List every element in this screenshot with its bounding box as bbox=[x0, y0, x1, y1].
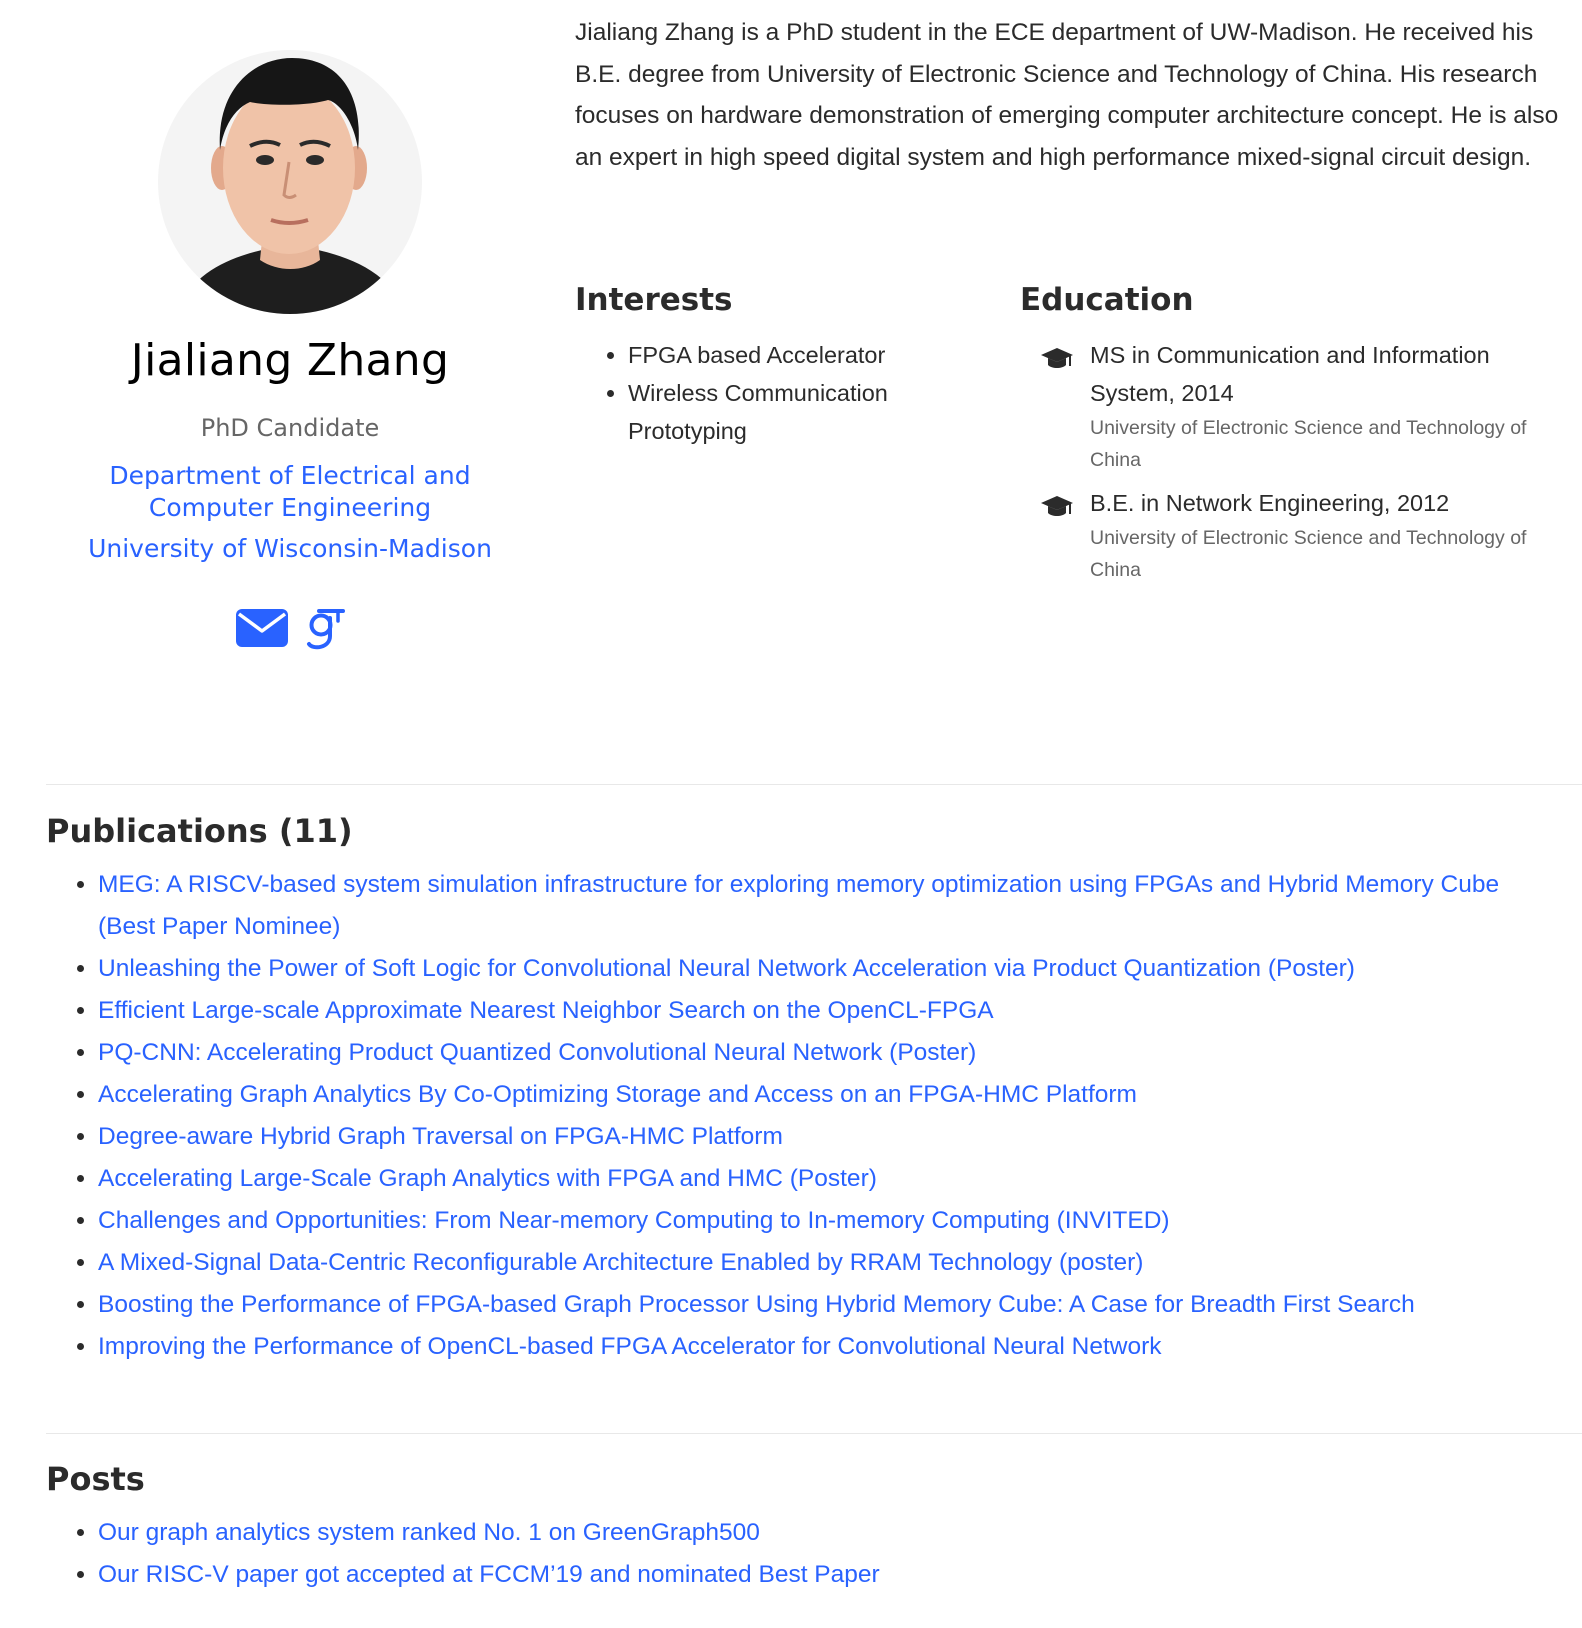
publication-item bbox=[98, 948, 1556, 990]
department-link[interactable]: Department of Electrical and Computer Engineering bbox=[109, 461, 471, 522]
interests-list bbox=[575, 336, 995, 450]
profile-name: Jialiang Zhang bbox=[130, 335, 450, 386]
google-scholar-link[interactable] bbox=[305, 608, 345, 659]
envelope-icon bbox=[235, 608, 289, 648]
posts-heading: Posts bbox=[46, 1460, 145, 1498]
publication-link[interactable]: PQ-CNN: Accelerating Product Quantized Convolutional Neural Network (Poster) bbox=[98, 1039, 977, 1067]
education-item bbox=[1020, 336, 1550, 476]
education-heading: Education bbox=[1020, 282, 1194, 318]
posts-section bbox=[46, 1460, 1556, 1596]
publication-item bbox=[98, 1032, 1556, 1074]
profile-role: PhD Candidate bbox=[200, 414, 380, 442]
education-degree: B.E. in Network Engineering, 2012 bbox=[1090, 490, 1450, 516]
section-divider bbox=[46, 1433, 1582, 1434]
publication-link[interactable]: Accelerating Large-Scale Graph Analytics with FPGA and HMC (Poster) bbox=[98, 1165, 877, 1193]
publication-link[interactable]: Challenges and Opportunities: From Near-memory Computing to In-memory Computing (INVITED) bbox=[98, 1207, 1170, 1235]
publication-link[interactable]: Degree-aware Hybrid Graph Traversal on FPGA-HMC Platform bbox=[98, 1123, 783, 1151]
publication-link[interactable]: Boosting the Performance of FPGA-based Graph Processor Using Hybrid Memory Cube: A Case for Breadth First Search bbox=[98, 1291, 1415, 1319]
interest-item: • Wireless Communication Prototyping bbox=[628, 374, 995, 450]
email-link[interactable] bbox=[235, 608, 289, 659]
interest-item: • FPGA based Accelerator bbox=[628, 336, 995, 374]
publication-item bbox=[98, 1116, 1556, 1158]
publication-item bbox=[98, 1158, 1556, 1200]
section-divider bbox=[46, 784, 1582, 785]
publication-link[interactable]: Efficient Large-scale Approximate Nearest Neighbor Search on the OpenCL-FPGA bbox=[98, 997, 994, 1025]
interests-heading: Interests bbox=[575, 282, 733, 318]
publication-link[interactable]: MEG: A RISCV-based system simulation infrastructure for exploring memory optimization using FPGAs and Hybrid Memory Cube (Best Paper Nominee) bbox=[98, 871, 1500, 941]
post-link[interactable]: Our RISC-V paper got accepted at FCCM’19 and nominated Best Paper bbox=[98, 1561, 880, 1589]
education-list bbox=[1020, 336, 1550, 586]
education-institution: University of Electronic Science and Technology of China bbox=[1090, 527, 1527, 581]
interests-section bbox=[575, 282, 995, 450]
avatar-portrait bbox=[158, 50, 422, 314]
publication-item bbox=[98, 990, 1556, 1032]
education-degree: MS in Communication and Information System, 2014 bbox=[1090, 342, 1490, 406]
publications-heading: Publications (11) bbox=[46, 812, 353, 850]
publication-link[interactable]: Accelerating Graph Analytics By Co-Optimizing Storage and Access on an FPGA-HMC Platform bbox=[98, 1081, 1137, 1109]
post-item bbox=[98, 1512, 1556, 1554]
publication-item bbox=[98, 864, 1556, 948]
education-institution: University of Electronic Science and Technology of China bbox=[1090, 417, 1527, 471]
post-item bbox=[98, 1554, 1556, 1596]
avatar bbox=[158, 50, 422, 314]
social-links bbox=[40, 608, 540, 659]
publication-item bbox=[98, 1074, 1556, 1116]
publications-section bbox=[46, 812, 1556, 1368]
publication-link[interactable]: A Mixed-Signal Data-Centric Reconfigurable Architecture Enabled by RRAM Technology (poster) bbox=[98, 1249, 1144, 1277]
posts-list bbox=[46, 1512, 1556, 1596]
post-link[interactable]: Our graph analytics system ranked No. 1 on GreenGraph500 bbox=[98, 1519, 760, 1547]
education-section bbox=[1020, 282, 1550, 594]
publication-item bbox=[98, 1326, 1556, 1368]
graduation-cap-icon bbox=[1040, 346, 1074, 377]
publications-list bbox=[46, 864, 1556, 1368]
google-scholar-icon bbox=[305, 608, 345, 654]
graduation-cap-icon bbox=[1040, 494, 1074, 525]
publication-link[interactable]: Improving the Performance of OpenCL-based FPGA Accelerator for Convolutional Neural Network bbox=[98, 1333, 1162, 1361]
publication-item bbox=[98, 1200, 1556, 1242]
university-link[interactable]: University of Wisconsin-Madison bbox=[88, 534, 492, 563]
education-item bbox=[1020, 484, 1550, 586]
bio-text: Jialiang Zhang is a PhD student in the ECE department of UW-Madison. He received his B.E. degree from University of Electronic Science and Technology of China. His research focuses on hardware demonstration of emerging computer architecture concept. He is also an expert in high speed digital system and high performance mixed-signal circuit design. bbox=[575, 19, 1559, 171]
publication-link[interactable]: Unleashing the Power of Soft Logic for Convolutional Neural Network Acceleration via Product Quantization (Poster) bbox=[98, 955, 1355, 983]
publication-item bbox=[98, 1284, 1556, 1326]
publication-item bbox=[98, 1242, 1556, 1284]
